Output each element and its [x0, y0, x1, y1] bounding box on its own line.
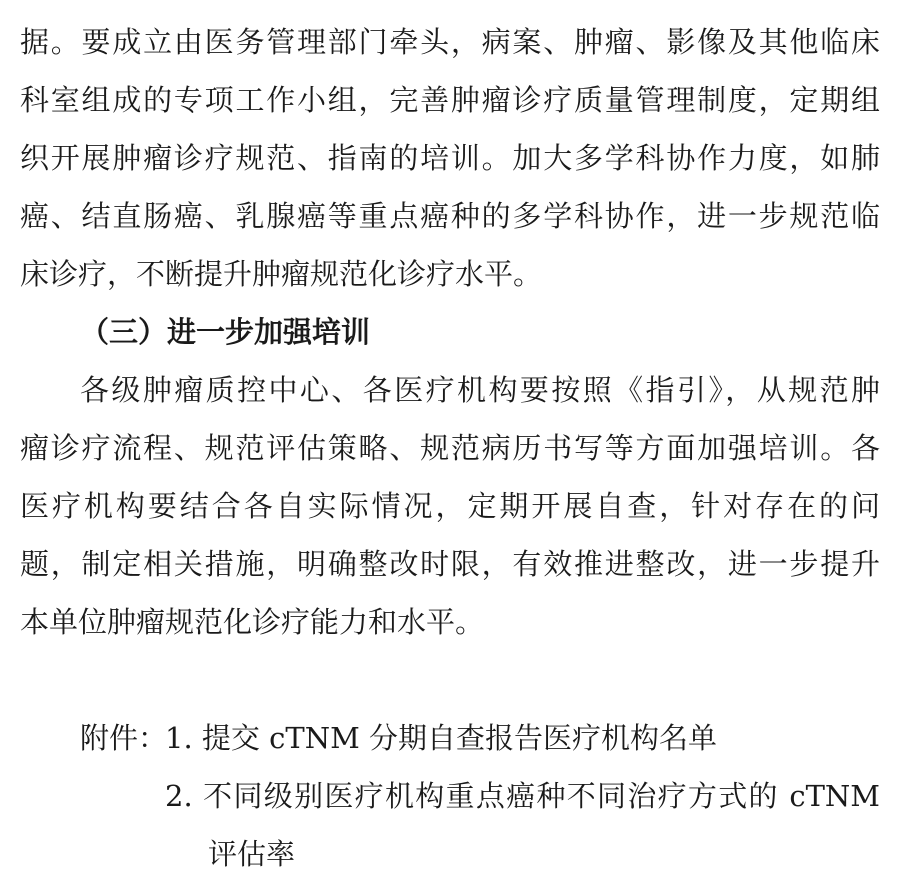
paragraph-line-5: 床诊疗，不断提升肿瘤规范化诊疗水平。 [20, 257, 543, 291]
paragraph-line-1: 据。要成立由医务管理部门牵头，病案、肿瘤、影像及其他临床 [20, 25, 880, 59]
section-line-3: 医疗机构要结合各自实际情况，定期开展自查，针对存在的问 [20, 489, 880, 523]
attachment-item-2-line-2: 评估率 [208, 837, 296, 871]
paragraph-line-2: 科室组成的专项工作小组，完善肿瘤诊疗质量管理制度，定期组 [20, 83, 880, 117]
attachment-item-1: 1. 提交 cTNM 分期自查报告医疗机构名单 [165, 721, 717, 755]
section-line-2: 瘤诊疗流程、规范评估策略、规范病历书写等方面加强培训。各 [20, 431, 880, 465]
paragraph-line-4: 癌、结直肠癌、乳腺癌等重点癌种的多学科协作，进一步规范临 [20, 199, 880, 233]
attachment-item-2-line-1: 2. 不同级别医疗机构重点癌种不同治疗方式的 cTNM [165, 779, 880, 813]
section-line-4: 题，制定相关措施，明确整改时限，有效推进整改，进一步提升 [20, 547, 880, 581]
section-line-5: 本单位肿瘤规范化诊疗能力和水平。 [20, 605, 485, 639]
section-line-1: 各级肿瘤质控中心、各医疗机构要按照《指引》，从规范肿 [80, 373, 880, 407]
section-heading: （三）进一步加强培训 [80, 315, 371, 349]
paragraph-line-3: 织开展肿瘤诊疗规范、指南的培训。加大多学科协作力度，如肺 [20, 141, 880, 175]
attachments-label: 附件： [80, 721, 168, 755]
